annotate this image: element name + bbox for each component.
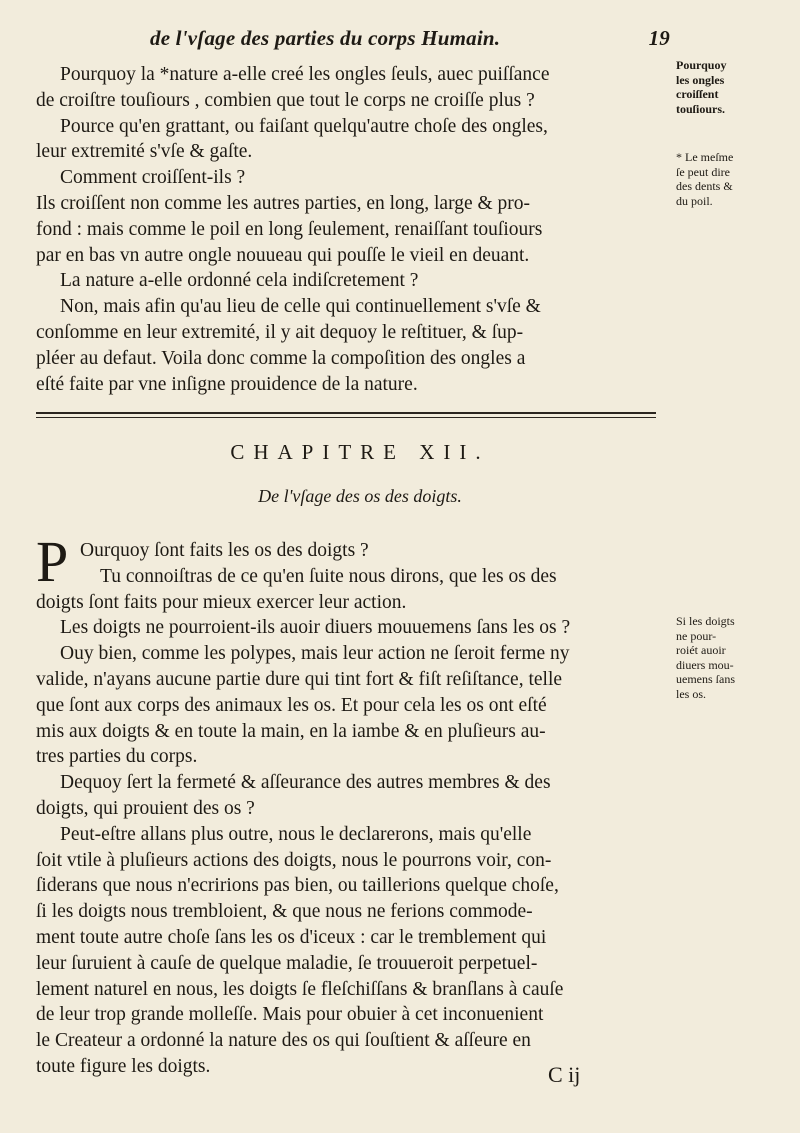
text-line: Ouy bien, comme les polypes, mais leur action ne ſeroit ferme ny [60, 643, 570, 665]
marginal-note-line: Si les doigts [676, 614, 735, 628]
marginal-note-line: du poil. [676, 193, 713, 208]
text-line: valide, n'ayans aucune partie dure qui tint fort & fiſt reſiſtance, telle [36, 668, 563, 690]
marginal-note-line: diuers mou- [676, 657, 734, 672]
text-line: doigts, qui prouient des os ? [36, 797, 255, 819]
section-divider [36, 412, 656, 418]
text-line: par en bas vn autre ongle nouueau qui pouſſe le vieil en deuant. [36, 244, 530, 266]
text-line: Ils croiſſent non comme les autres parties, en long, large & pro- [36, 192, 531, 214]
marginal-note-fingers [676, 614, 786, 701]
text-line: Dequoy ſert la fermeté & aſſeurance des autres membres & des [60, 772, 551, 794]
text-line: Non, mais afin qu'au lieu de celle qui continuellement s'vſe & [60, 296, 541, 318]
text-line: lement naturel en nous, les doigts ſe fleſchiſſans & branſlans à cauſe [36, 978, 564, 1000]
marginal-note-line: * Le meſme [676, 150, 734, 164]
marginal-note-line: des dents & [676, 179, 733, 193]
marginal-note-line: croiſſent [676, 87, 719, 101]
text-line: ſi les doigts nous trembloient, & que nous ne ferions commode- [36, 901, 533, 923]
text-line: doigts ſont faits pour mieux exercer leur action. [36, 591, 407, 613]
text-line: le Createur a ordonné la nature des os qui ſouſtient & aſſeure en [36, 1030, 531, 1052]
text-line: ment toute autre choſe ſans les os d'iceux : car le tremblement qui [36, 926, 547, 948]
marginal-note-line: ſe peut dire [676, 164, 730, 179]
marginal-note-line: ne pour- [676, 628, 717, 643]
marginal-note-line: les os. [676, 686, 706, 701]
signature-mark: C ij [548, 1062, 581, 1087]
running-header [150, 26, 670, 51]
marginal-note-line: Pourquoy [676, 58, 727, 72]
text-line: pléer au defaut. Voila donc comme la compoſition des ongles a [36, 347, 526, 369]
text-line: leur extremité s'vſe & gaſte. [36, 141, 253, 163]
chapter-text-block [36, 529, 672, 1080]
chapter-title: CHAPITRE XII. [230, 440, 490, 464]
text-line: ſoit vtile à pluſieurs actions des doigts, nous le pourrons voir, con- [36, 849, 552, 871]
text-line: Peut-eſtre allans plus outre, nous le declarerons, mais qu'elle [60, 823, 532, 845]
text-line: ſiderans que nous n'ecririons pas bien, ou taillerions quelque choſe, [36, 875, 559, 897]
text-line: Pource qu'en grattant, ou faiſant quelqu'autre choſe des ongles, [60, 115, 548, 137]
text-line: tres parties du corps. [36, 746, 198, 768]
marginal-note-line: les ongles [676, 72, 725, 87]
text-line: eſté faite par vne inſigne prouidence de la nature. [36, 373, 418, 395]
text-line: Comment croiſſent-ils ? [60, 167, 246, 189]
marginal-note-nails [676, 58, 786, 116]
text-line: Ourquoy ſont faits les os des doigts ? [80, 540, 369, 561]
text-line: toute figure les doigts. [36, 1055, 211, 1077]
drop-cap: P [36, 529, 69, 594]
marginal-note-line: uemens ſans [676, 672, 735, 686]
text-line: de leur trop grande molleſſe. Mais pour obuier à cet inconuenient [36, 1004, 544, 1026]
text-line: Pourquoy la *nature a-elle creé les ongles ſeuls, auec puiſſance [60, 64, 550, 85]
text-line: que ſont aux corps des animaux les os. Et pour cela les os ont eſté [36, 694, 547, 716]
text-line: de croiſtre touſiours , combien que tout le corps ne croiſſe plus ? [36, 89, 535, 111]
text-line: mis aux doigts & en toute la main, en la iambe & en pluſieurs au- [36, 720, 546, 742]
marginal-note-line: touſiours. [676, 101, 726, 116]
text-line: Les doigts ne pourroient-ils auoir diuers mouuemens ſans les os ? [60, 617, 571, 639]
marginal-note-line: roiét auoir [676, 643, 726, 657]
page-number: 19 [648, 26, 670, 50]
text-line: leur ſuruient à cauſe de quelque maladie, ſe trouueroit perpetuel- [36, 952, 538, 974]
text-line: Tu connoiſtras de ce qu'en ſuite nous dirons, que les os des [100, 565, 557, 587]
text-line: fond : mais comme le poil en long ſeulement, renaiſſant touſiours [36, 218, 543, 240]
chapter-subtitle: De l'vſage des os des doigts. [258, 486, 462, 506]
top-text-block [36, 62, 672, 397]
marginal-note-teeth [676, 150, 786, 208]
text-line: conſomme en leur extremité, il y ait dequoy le reſtituer, & ſup- [36, 321, 524, 343]
running-title: de l'vſage des parties du corps Humain. [150, 26, 501, 50]
text-line: La nature a-elle ordonné cela indiſcretement ? [60, 270, 419, 292]
